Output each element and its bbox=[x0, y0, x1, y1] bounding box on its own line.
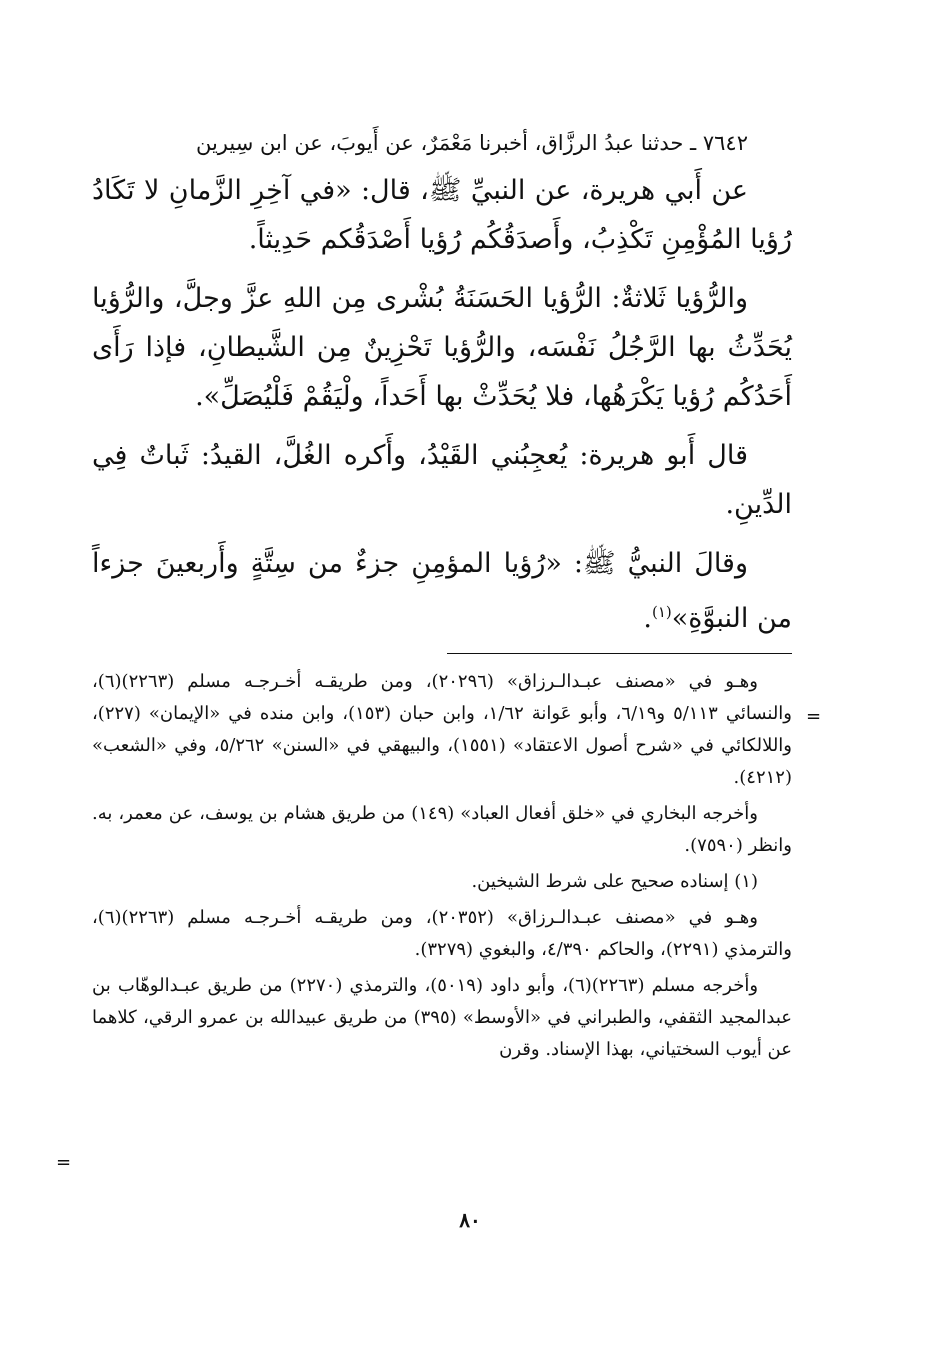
footnote-marker: (١) bbox=[651, 603, 672, 621]
hadith-paragraph: عن أَبي هريرة، عن النبيِّ ﷺ، قال: «في آخِرِ الزَّمانِ لا تَكَادُ رُؤيا المُؤْمِنِ تَكْذِبُ، وأَصدَقُكُم رُؤيا أَصْدَقُكم حَدِيثاً. bbox=[92, 175, 792, 255]
hadith-text bbox=[92, 128, 792, 643]
continuation-mark-bottom: = bbox=[56, 1152, 72, 1173]
hadith-paragraph: قال أَبو هريرة: يُعجِبُني القَيْدُ، وأَكره الغُلَّ، القيدُ: ثَباتٌ فِي الدِّينِ. bbox=[92, 440, 792, 520]
hadith-isnad: ٧٦٤٢ ـ حدثنا عبدُ الرزَّاق، أخبرنا مَعْمَرٌ، عن أَيوبَ، عن ابن سِيرين bbox=[195, 131, 748, 155]
footnote-paragraph: وهـو في «مصنف عبـدالـرزاق» (٢٠٣٥٢)، ومن طريقـه أخـرجـه مسلم (٢٢٦٣)(٦)، والترمذي (٢٢٩١)، والحاكم ٤/٣٩٠، والبغوي (٣٢٧٩). bbox=[92, 907, 792, 960]
hadith-paragraph-text: وقالَ النبيُّ ﷺ: «رُؤيا المؤمِنِ جزءٌ من سِتَّةٍ وأَربعينَ جزءاً من النبوَّةِ» bbox=[92, 548, 792, 634]
footnote-paragraph: وأخرجه مسلم (٢٢٦٣)(٦)، وأبو داود (٥٠١٩)، والترمذي (٢٢٧٠) من طريق عبـدالوهّاب بن عبدالمجيد الثقفي، والطبراني في «الأوسط» (٣٩٥) من طريق عبيدالله بن عمرو الرقي، كلاهما عن أيوب السختياني، بهذا الإسناد. وقرن bbox=[92, 975, 792, 1060]
footnotes bbox=[92, 666, 792, 1066]
page-number: ٨٠ bbox=[459, 1208, 481, 1232]
hadith-paragraph-end: . bbox=[643, 603, 652, 634]
footnote-paragraph: وأخرجه البخاري في «خلق أفعال العباد» (١٤٩) من طريق هشام بن يوسف، عن معمر، به. وانظر (٧٥٩٠). bbox=[92, 803, 792, 856]
page-body bbox=[92, 128, 792, 1070]
footnote-note: (١) إسناده صحيح على شرط الشيخين. bbox=[471, 871, 758, 892]
hadith-paragraph bbox=[92, 539, 792, 643]
footnote-paragraph: وهـو في «مصنف عبـدالـرزاق» (٢٠٢٩٦)، ومن طريقـه أخـرجـه مسلم (٢٢٦٣)(٦)، والنسائي ٥/١١٣ و٦/١٩، وأبو عَوانة ١/٦٢، وابن حبان (١٥٣)، وابن منده في «الإيمان» (٢٢٧)، واللالكائي في «شرح أصول الاعتقاد» (١٥٥١)، والبيهقي في «السنن» ٥/٢٦٢، وفي «الشعب» (٤٢١٢). bbox=[92, 671, 792, 788]
hadith-paragraph: والرُّؤيا ثَلاثةٌ: الرُّؤيا الحَسَنَةُ بُشْرى مِن اللهِ عزَّ وجلَّ، والرُّؤيا يُحَدِّثُ بها الرَّجُلُ نَفْسَه، والرُّؤيا تَحْزِينٌ مِن الشَّيطانِ، فإذا رَأَى أَحَدُكُم رُؤيا يَكْرَهُها، فلا يُحَدِّثْ بها أَحَداً، ولْيَقُمْ فَلْيُصَلِّ». bbox=[92, 283, 792, 412]
continuation-mark-top: = bbox=[806, 706, 822, 727]
footnote-divider bbox=[447, 653, 792, 654]
